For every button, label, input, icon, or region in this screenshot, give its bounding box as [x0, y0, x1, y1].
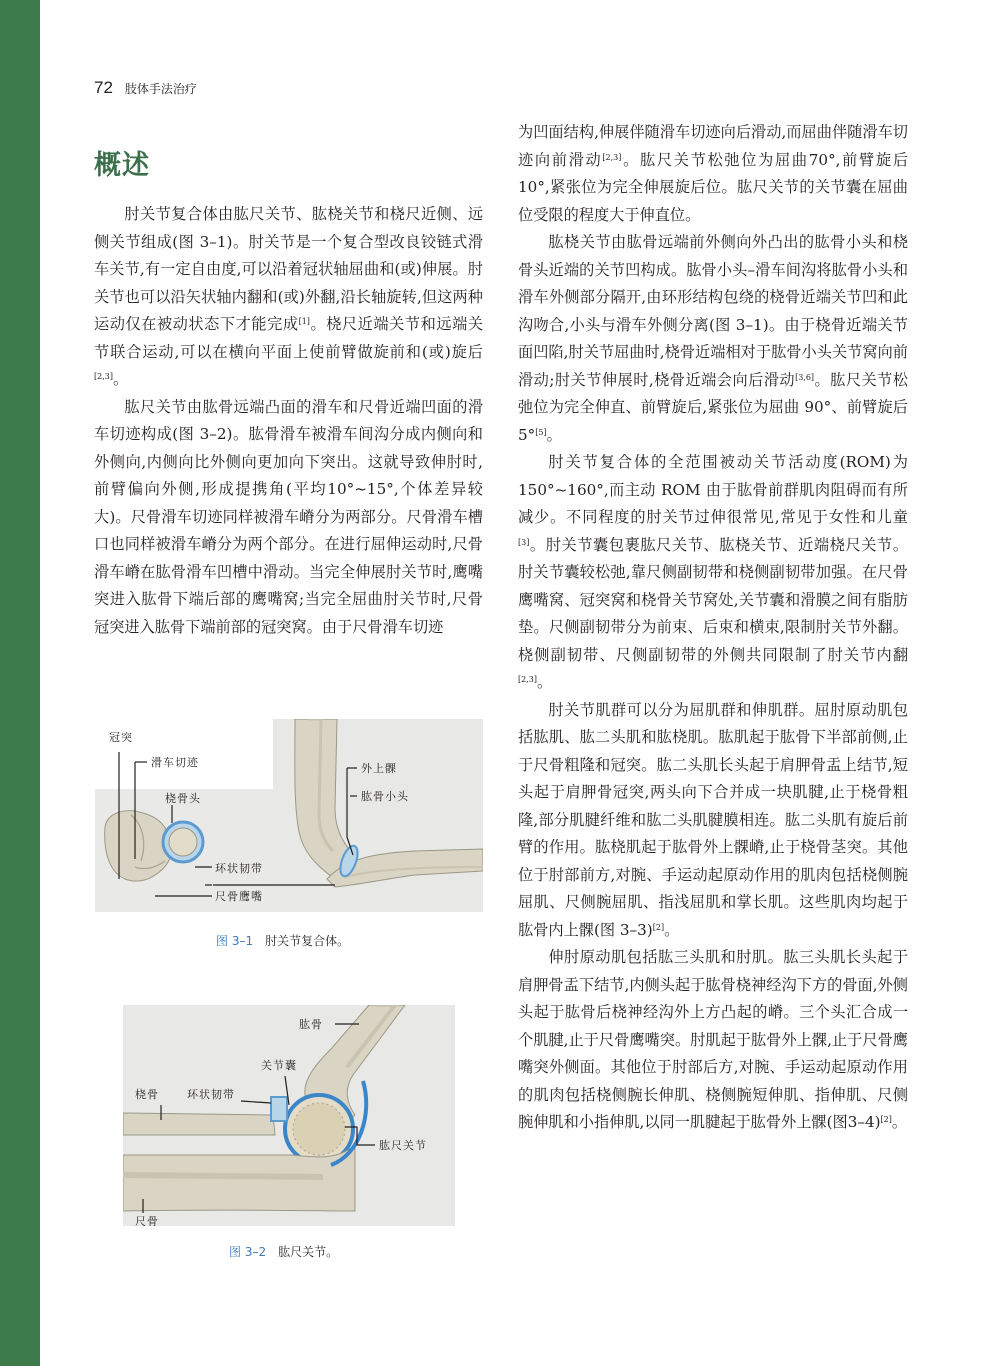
- citation: [2]: [880, 1115, 892, 1124]
- label-joint-capsule: 关节囊: [261, 1059, 297, 1072]
- figure-caption-text: 肘关节复合体。: [265, 934, 350, 948]
- citation: [1]: [298, 317, 310, 326]
- right-column: [518, 119, 908, 1137]
- paragraph: 肘关节复合体由肱尺关节、肱桡关节和桡尺近侧、远侧关节组成(图 3–1)。肘关节是一个复合型改良铰链式滑车关节,有一定自由度,可以沿着冠状轴屈曲和(或)伸展。肘关节也可以沿矢状轴内翻和(或)外翻,沿长轴旋转,但这两种运动仅在被动状态下才能完成[1]。桡尺近端关节和远端关节联合运动,可以在横向平面上使前臂做旋前和(或)旋后[2,3]。: [94, 205, 484, 388]
- paragraph: 肱桡关节由肱骨远端前外侧向外凸出的肱骨小头和桡骨头近端的关节凹构成。肱骨小头–滑车间沟将肱骨小头和滑车外侧部分隔开,由环形结构包绕的桡骨近端关节凹和此沟吻合,小头与滑车外侧分离(图 3–1)。由于桡骨近端关节面凹陷,肘关节屈曲时,桡骨近端相对于肱骨小头关节窝向前滑动;肘关节伸展时,桡骨近端会向后滑动[3,6]。肱尺关节松弛位为完全伸直、前臂旋后,紧张位为屈曲 90°、前臂旋后5°[5]。: [518, 233, 908, 444]
- citation: [2]: [652, 922, 665, 932]
- paragraph: 为凹面结构,伸展伴随滑车切迹向后滑动,而屈曲伴随滑车切迹向前滑动[2,3]。肱尺关节松弛位为屈曲70°,前臂旋后 10°,紧张位为完全伸展旋后位。肱尺关节的关节囊在屈曲位受限的程度大于伸直位。: [518, 123, 909, 224]
- label-radial-head: 桡骨头: [165, 792, 201, 805]
- citation: [2,3]: [94, 372, 113, 381]
- paragraph: 肘关节复合体的全范围被动关节活动度(ROM)为 150°~160°,而主动 ROM 由于肱骨前群肌肉阻碍而有所减少。不同程度的肘关节过伸很常见,常见于女性和儿童[3]。肘关节囊包裹肱尺关节、肱桡关节、近端桡尺关节。肘关节囊较松弛,靠尺侧副韧带和桡侧副韧带加强。在尺骨鹰嘴窝、冠突窝和桡骨关节窝处,关节囊和滑膜之间有脂肪垫。尺侧副韧带分为前束、后束和横束,限制肘关节外翻。桡侧副韧带、尺侧副韧带的外侧共同限制了肘关节内翻[2,3]。: [518, 453, 908, 691]
- side-color-bar: [0, 0, 40, 1366]
- figure-label: 图 3–2: [229, 1245, 267, 1259]
- section-title: 概述: [94, 150, 150, 181]
- citation: [3,6]: [795, 372, 815, 382]
- citation: [2,3]: [602, 152, 622, 162]
- label-humerus: 肱骨: [299, 1018, 323, 1031]
- paragraph: 伸肘原动肌包括肱三头肌和肘肌。肱三头肌长头起于肩胛骨盂下结节,内侧头起于肱骨桡神经沟下方的骨面,外侧头起于肱骨后桡神经沟外上方凸起的嵴。三个头汇合成一个肌腱,止于尺骨鹰嘴突。肘肌起于肱骨外上髁,止于尺骨鹰嘴突外侧面。其他位于肘部后方,对腕、手运动起原动作用的肌肉包括桡侧腕长伸肌、桡侧腕短伸肌、指伸肌、尺侧腕伸肌和小指伸肌,以同一肌腱起于肱骨外上髁(图3–4)[2]。: [518, 948, 908, 1131]
- figure-caption: [216, 932, 349, 949]
- label-coronoid: 冠突: [109, 731, 133, 744]
- page-header: [94, 78, 197, 98]
- label-humeroulnar-joint: 肱尺关节: [379, 1139, 427, 1152]
- running-title: 肢体手法治疗: [124, 82, 197, 96]
- left-column: [94, 201, 483, 641]
- citation: [3]: [518, 537, 530, 547]
- label-lateral-epicondyle: 外上髁: [361, 762, 397, 775]
- paragraph: 肱尺关节由肱骨远端凸面的滑车和尺骨近端凹面的滑车切迹构成(图 3–2)。肱骨滑车被滑车间沟分成内侧向和外侧向,内侧向比外侧向更加向下突出。这就导致伸肘时,前臂偏向外侧,形成提携角(平均10°~15°,个体差异较大)。尺骨滑车切迹同样被滑车嵴分为两部分。尺骨滑车槽口也同样被滑车嵴分为两个部分。在进行屈伸运动时,尺骨滑车嵴在肱骨滑车凹槽中滑动。当完全伸展肘关节时,鹰嘴突进入肱骨下端后部的鹰嘴窝;当完全屈曲肘关节时,尺骨冠突进入肱骨下端前部的冠突窝。由于尺骨滑车切迹: [94, 397, 483, 636]
- page-number: 72: [94, 78, 113, 97]
- figure-caption: [229, 1243, 338, 1260]
- paragraph: 肘关节肌群可以分为屈肌群和伸肌群。屈肘原动肌包括肱肌、肱二头肌和肱桡肌。肱肌起于肱骨下半部前侧,止于尺骨粗隆和冠突。肱二头肌长头起于肩胛骨盂上结节,短头起于肩胛骨冠突,两头向下合并成一块肌腱,止于桡骨粗隆,部分肌腱纤维和肱二头肌腱膜相连。肱二头肌有旋后前臂的作用。肱桡肌起于肱骨外上髁嵴,止于桡骨茎突。其他位于肘部前方,对腕、手运动起原动作用的肌肉包括桡侧腕屈肌、尺侧腕屈肌、指浅屈肌和掌长肌。这些肌肉均起于肱骨内上髁(图 3–3)[2]。: [518, 700, 908, 939]
- figure-elbow-complex: [95, 719, 483, 912]
- label-annular-ligament: 环状韧带: [215, 862, 263, 875]
- label-capitulum: 肱骨小头: [361, 790, 409, 803]
- figure-caption-text: 肱尺关节。: [278, 1245, 339, 1259]
- citation: [5]: [535, 427, 547, 437]
- label-radius: 桡骨: [135, 1088, 159, 1101]
- label-ulna: 尺骨: [135, 1215, 159, 1226]
- figure-humeroulnar-joint: [123, 1005, 455, 1226]
- label-trochlear-notch: 滑车切迹: [151, 756, 199, 769]
- figure-label: 图 3–1: [216, 934, 254, 948]
- label-annular-ligament: 环状韧带: [187, 1088, 235, 1101]
- citation: [2,3]: [518, 675, 537, 684]
- label-olecranon: 尺骨鹰嘴: [215, 890, 263, 903]
